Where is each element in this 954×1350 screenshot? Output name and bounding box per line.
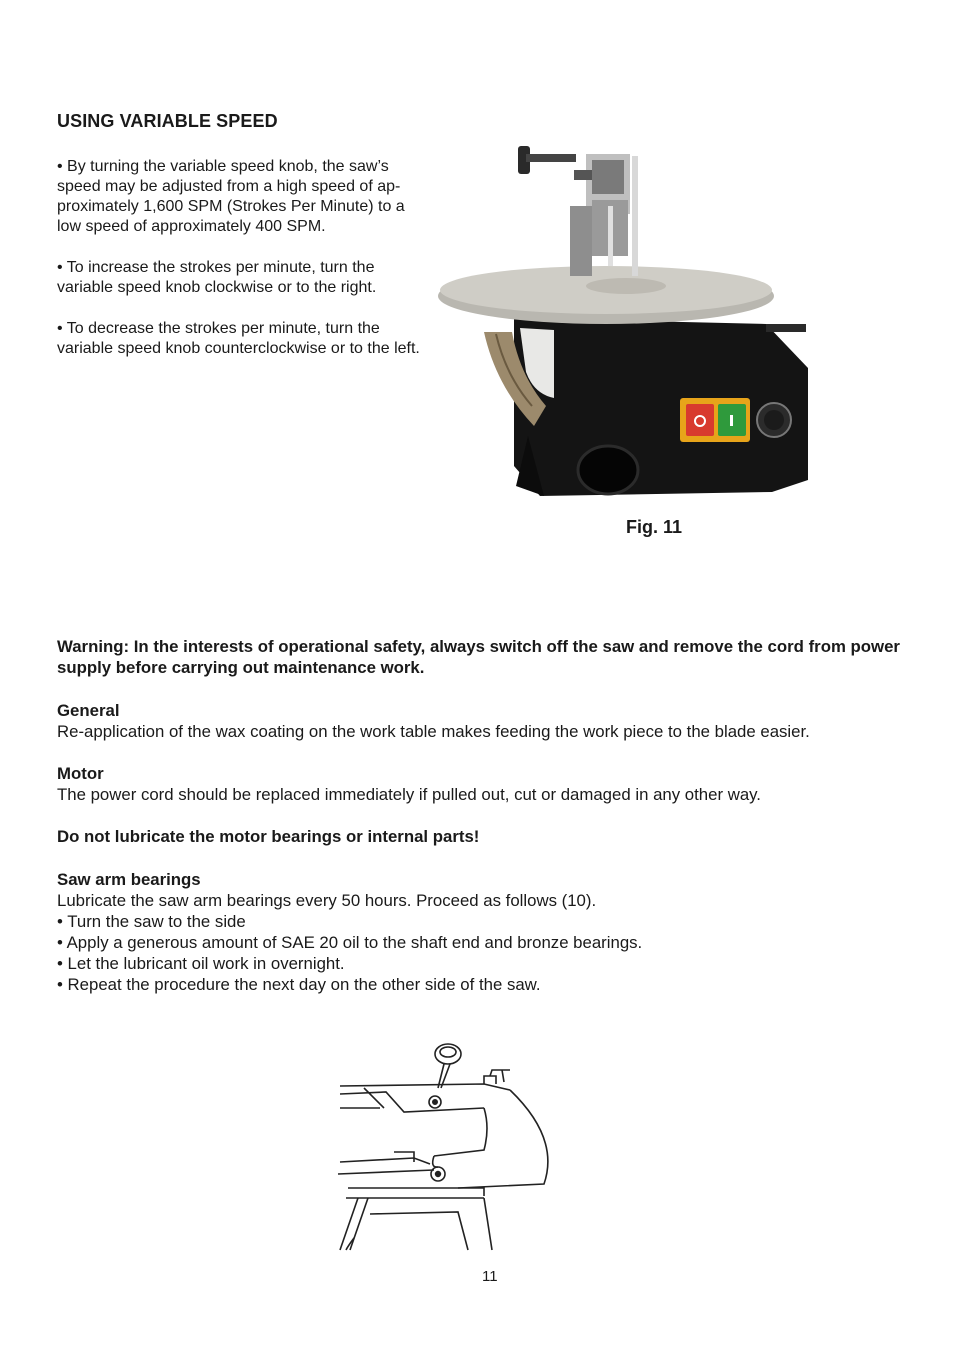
general-title: General: [57, 701, 120, 720]
saw-arm-title: Saw arm bearings: [57, 870, 201, 889]
scroll-saw-photo: [436, 136, 810, 500]
variable-speed-instructions: [57, 157, 432, 380]
saw-arm-lubrication-drawing: [334, 1038, 554, 1252]
list-item: • Repeat the procedure the next day on the other side of the saw.: [57, 975, 541, 994]
saw-arm-section: [57, 869, 902, 995]
motor-body: The power cord should be replaced immediately if pulled out, cut or damaged in any other way.: [57, 785, 761, 804]
list-item: • Turn the saw to the side: [57, 912, 246, 931]
saw-arm-steps: [57, 911, 902, 995]
paragraph-decrease-speed: • To decrease the strokes per minute, turn the variable speed knob counterclockwise or to the left.: [57, 320, 420, 357]
lubricate-warning-note: Do not lubricate the motor bearings or internal parts!: [57, 827, 480, 846]
saw-arm-intro: Lubricate the saw arm bearings every 50 hours. Proceed as follows (10).: [57, 891, 597, 910]
section-heading-variable-speed: USING VARIABLE SPEED: [57, 111, 278, 131]
warning-text: Warning: In the interests of operational safety, always switch off the saw and remove the cord from power supply before carrying out maintenance work.: [57, 637, 900, 677]
general-body: Re-application of the wax coating on the work table makes feeding the work piece to the blade easier.: [57, 722, 810, 741]
figure-caption-fig-11: Fig. 11: [626, 517, 683, 537]
page-number: 11: [482, 1268, 498, 1285]
list-item: • Apply a generous amount of SAE 20 oil to the shaft end and bronze bearings.: [57, 933, 643, 952]
maintenance-section: [57, 636, 902, 1016]
motor-title: Motor: [57, 764, 104, 783]
motor-section: [57, 763, 902, 805]
general-section: [57, 700, 902, 742]
list-item: • Let the lubricant oil work in overnight.: [57, 954, 345, 973]
paragraph-speed-range: • By turning the variable speed knob, the saw’s speed may be adjusted from a high speed of ap-proximately 1,600 SPM (Strokes Per Minute) to a low speed of approximately 400 SPM.: [57, 158, 405, 235]
paragraph-increase-speed: • To increase the strokes per minute, turn the variable speed knob clockwise or to the right.: [57, 259, 377, 296]
